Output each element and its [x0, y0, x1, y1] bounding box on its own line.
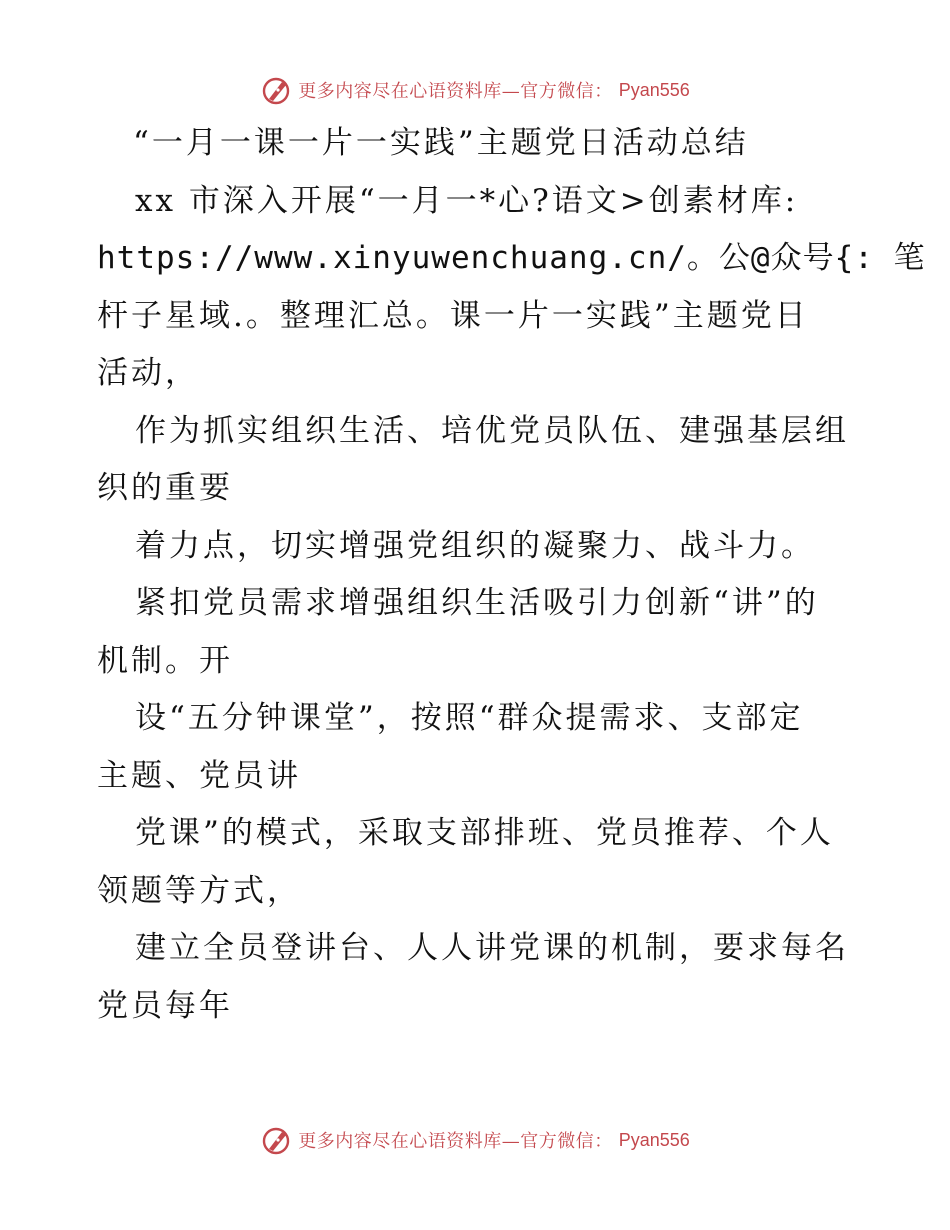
text-line-11: 主题、党员讲: [97, 757, 301, 794]
text-line-2: https://www.xinyuwenchuang.cn/。公@众号{: 笔: [97, 240, 926, 276]
text-line-12: 党课”的模式，采取支部排班、党员推荐、个人: [135, 815, 834, 851]
text-line-3: 杆子星域.。整理汇总。课一片一实践”主题党日: [97, 297, 809, 334]
text-line-9: 机制。开: [97, 642, 233, 679]
footer-banner-text: 更多内容尽在心语资料库—官方微信：: [298, 1131, 613, 1152]
text-line-14: 建立全员登讲台、人人讲党课的机制，要求每名: [135, 930, 849, 966]
text-line-1: xx 市深入开展“一月一*心?语文>创素材库:: [135, 182, 799, 219]
text-line-15: 党员每年: [97, 987, 233, 1024]
pen-nib-logo-icon: [260, 74, 292, 106]
pen-nib-logo-icon: [260, 1124, 292, 1156]
text-line-5: 作为抓实组织生活、培优党员队伍、建强基层组: [135, 412, 849, 449]
header-banner-text: 更多内容尽在心语资料库—官方微信：: [298, 81, 613, 102]
header-wechat-id: Pyan556: [618, 79, 690, 100]
text-line-10: 设“五分钟课堂”，按照“群众提需求、支部定: [135, 700, 804, 736]
header-banner: [0, 70, 950, 110]
text-line-8: 紧扣党员需求增强组织生活吸引力创新“讲”的: [135, 585, 819, 621]
footer-banner: [0, 1120, 950, 1160]
text-line-6: 织的重要: [97, 470, 233, 506]
footer-wechat-id: Pyan556: [618, 1129, 690, 1150]
document-body: [97, 115, 926, 1035]
text-line-4: 活动，: [97, 355, 199, 391]
text-line-13: 领题等方式，: [97, 872, 301, 909]
document-title: “一月一课一片一实践”主题党日活动总结: [133, 125, 749, 161]
text-line-7: 着力点，切实增强党组织的凝聚力、战斗力。: [135, 527, 815, 564]
